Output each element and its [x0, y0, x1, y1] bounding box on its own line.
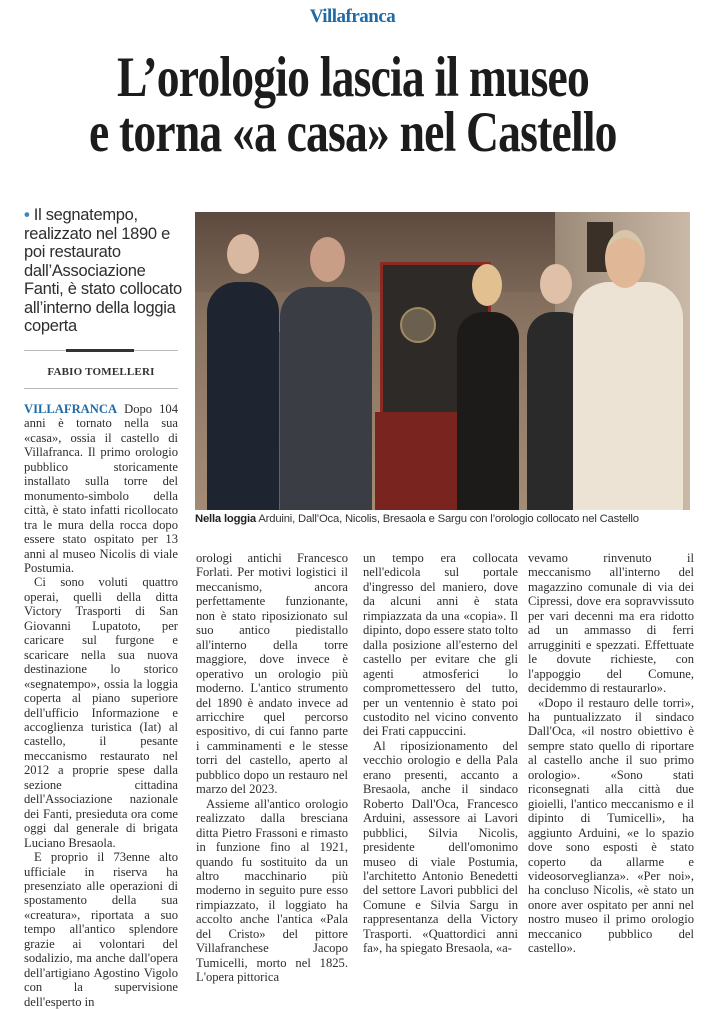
paragraph: orologi antichi Francesco Forlati. Per motivi logistici il meccanismo, ancora perfettamente funzionante, non è stato riposizionato sul suo antico piedistallo all'interno della torre maggiore, dove invece è operativo un orologio più moderno. L'antico strumento del 1890 è andato invece ad arricchire quel percorso espositivo, di cui fanno parte i camminamenti e le stesse torri del castello, aperto al pubblico dopo un restauro nel marzo del 2023. [196, 551, 348, 797]
paragraph: Ci sono voluti quattro operai, quelli della ditta Victory Trasporti di San Giovanni Lupatoto, per caricare sul furgone e scaricare nella sua nuova destinazione lo storico «segnatempo», ossia la loggia coperta al piano superiore dell'ufficio Informazione e accoglienza turistica (Iat) al castello, il pesante meccanismo restaurato nel 2012 a proprie spese dalla sezione cittadina dell'Associazione nazionale dei Fanti, presieduta ora come oggi dal generale di brigata Luciano Bresaola. [24, 575, 178, 850]
paragraph: Al riposizionamento del vecchio orologio e della Pala erano presenti, accanto a Bresaola, anche il sindaco Roberto Dall'Oca, Francesco Arduini, assessore ai Lavori pubblici, Silvia Nicolis, presidente dell'omonimo museo di viale Postumia, l'architetto Antonio Benedetti del settore Lavori pubblici del Comune e Silvia Sargu in rappresentanza della Victory Trasporti. «Quattordici anni fa», ha spiegato Bresaola, «a- [363, 738, 518, 956]
article-photo [195, 212, 690, 510]
paragraph: Assieme all'antico orologio realizzato dalla bresciana ditta Pietro Frassoni e rimasto in funzione fino al 1921, quando fu sostituito da un altro macchinario più moderno in seguito pure esso rimpiazzato, il loggiato ha accolto anche l'antica «Pala del Cristo» del pittore Villafranchese Jacopo Tumicelli, morto nel 1825. L'opera pittorica [196, 796, 348, 985]
summary-text: Il segnatempo, realizzato nel 1890 e poi restaurato dall’Associazione Fanti, è stato collocato all’interno della loggia coperta [24, 206, 182, 335]
divider [24, 388, 178, 389]
bullet-icon: • [24, 206, 30, 224]
paragraph: un tempo era collocata nell'edicola sul portale d'ingresso del maniero, dove da alcuni anni è stata rimpiazzata da una «copia». Il dipinto, dopo essere stato tolto dalla posizione all'esterno del castello per evitare che gli agenti atmosferici lo compromettessero del tutto, per un ventennio è stato poi custodito nel vicino convento dei Frati cappuccini. [363, 551, 518, 739]
headline-line-1 [0, 48, 705, 108]
dateline: VILLAFRANCA [24, 402, 118, 416]
article-column-2 [196, 551, 348, 985]
person-1 [207, 282, 279, 510]
person-3-head [472, 264, 502, 306]
caption-text: Arduini, Dall’Oca, Nicolis, Bresaola e Sargu con l’orologio collocato nel Castello [258, 513, 639, 525]
article-column-3 [363, 551, 518, 956]
person-2 [280, 287, 372, 510]
byline: FABIO TOMELLERI [47, 366, 155, 378]
person-2-head [310, 237, 345, 282]
paragraph: vevamo rinvenuto il meccanismo all'interno del magazzino comunale di via dei Cipressi, dove era sopravvissuto per vari decenni ma era ridotto ad un ammasso di ferri arrugginiti e spezzati. Effettuate le dovute richieste, con l'appoggio del Comune, decidemmo di restaurarlo». [528, 551, 694, 696]
caption-title: Nella loggia [195, 513, 257, 525]
person-3 [457, 312, 519, 510]
person-5 [573, 282, 683, 510]
person-4-head [540, 264, 572, 304]
headline-line-2 [0, 103, 705, 163]
paragraph-text: Dopo 104 anni è tornato nella sua «casa», ossia il castello di Villafranca. Il primo orologio pubblico storicamente installato sulla torre del monumento-simbolo della città, è stato infatti ricollocato tra le mura della rocca dopo essere stato ospitato per 13 anni al museo Nicolis di viale Postumia. [24, 402, 178, 575]
person-1-head [227, 234, 259, 274]
headline-text: e torna «a casa» nel Castello [88, 101, 617, 164]
photo-caption [195, 513, 695, 525]
summary [24, 206, 184, 336]
paragraph: «Dopo il restauro delle torri», ha puntualizzato il sindaco Dall'Oca, «il nostro obiettivo è sempre stato quello di riportare al castello anche il suo primo orologio». «Sono stati riconsegnati alla città due gioielli, l'antico meccanismo e il dipinto di Tumicelli», ha aggiunto Arduini, «e lo spazio dove sono esposti è stato coperto da allarme e videosorveglianza». «Per noi», ha concluso Nicolis, «è stato un onore aver ospitato per anni nel nostro museo il primo orologio meccanico pubblico del castello». [528, 695, 694, 956]
paragraph: E proprio il 73enne alto ufficiale in riserva ha presenziato alle operazioni di spostamento della sua «creatura», riportata a suo tempo all'antico splendore grazie ai volontari del sodalizio, ma anche dall'opera dell'artigiano Agostino Vigolo con la supervisione dell'esperto in [24, 850, 178, 1009]
section-kicker: Villafranca [309, 6, 396, 27]
clock-face [400, 307, 436, 343]
person-5-head [605, 230, 645, 288]
article-column-4 [528, 551, 694, 956]
article-column-1 [24, 402, 178, 1009]
divider-accent [66, 349, 134, 352]
paragraph [24, 402, 178, 575]
headline-text: L’orologio lascia il museo [116, 46, 589, 109]
